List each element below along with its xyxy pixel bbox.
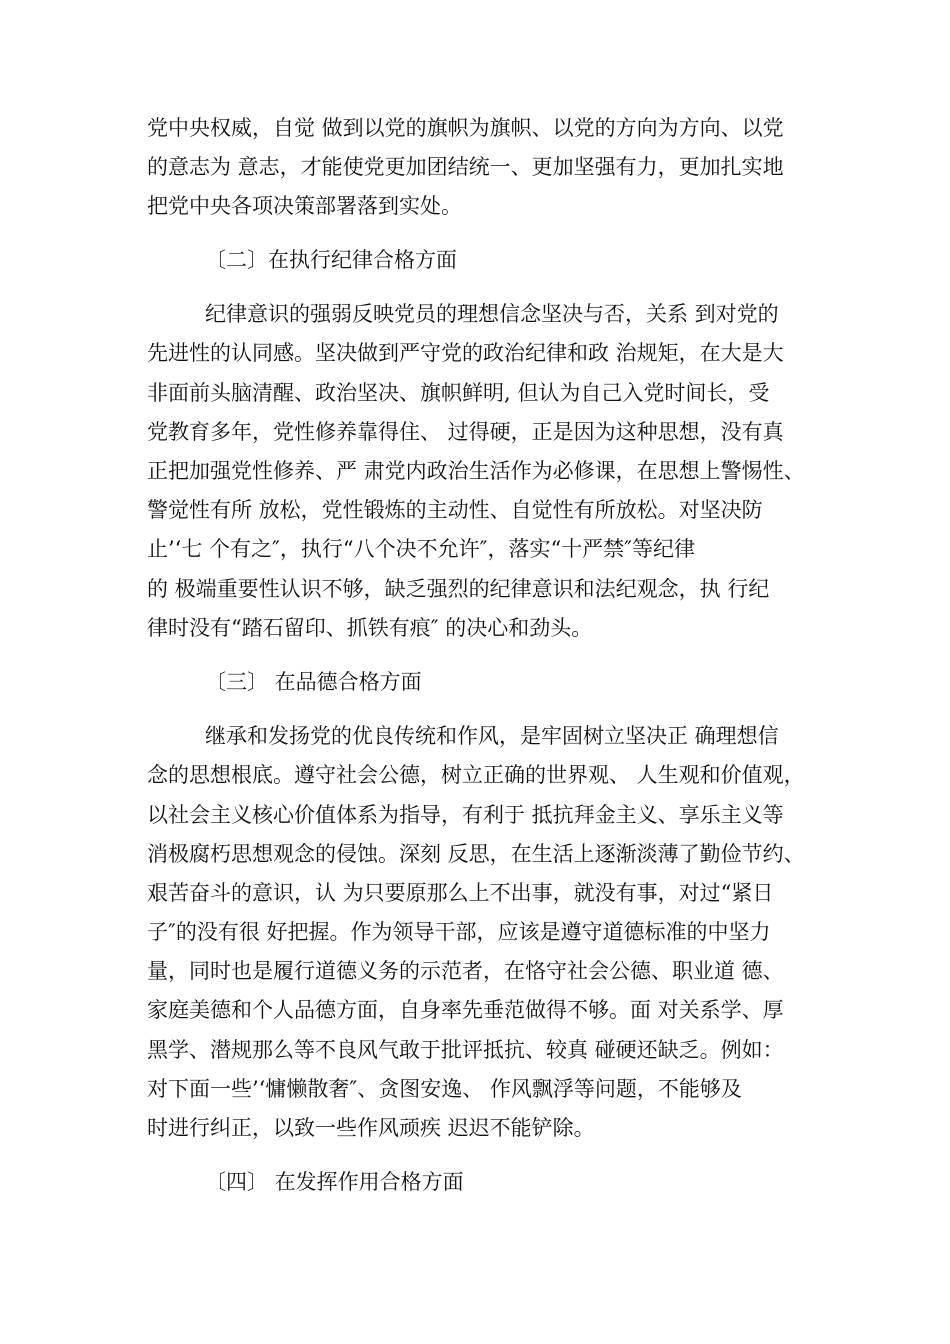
text-line: 先进性的认同感。坚决做到严守党的政治纪律和政 治规矩，在大是大 <box>147 341 784 366</box>
text-line: 警觉性有所 放松，党性锻炼的主动性、自觉性有所放松。对坚决防 <box>147 498 763 523</box>
text-line: 以社会主义核心价值体系为指导，有利于 抵抗拜金主义、享乐主义等 <box>147 802 784 827</box>
text-line: 艰苦奋斗的意识，认 为只要原那么上不出事，就没有事，对过“紧日 <box>147 880 774 905</box>
text-line: 止’‘七 个有之″，执行“八个决不允许″，落实“十严禁″等纪律 <box>147 537 696 562</box>
text-line: 念的思想根底。遵守社会公德，树立正确的世界观、 人生观和价值观， <box>147 763 805 788</box>
section-heading: 〔三〕 在品德合格方面 <box>205 669 422 694</box>
text-line: 纪律意识的强弱反映党员的理想信念坚决与否，关系 到对党的 <box>205 302 779 327</box>
paragraph-morality <box>147 717 847 1148</box>
paragraph-discipline <box>147 295 847 648</box>
text-line: 子″的没有很 好把握。作为领导干部，应该是遵守道德标准的中坚力 <box>147 920 771 945</box>
text-line: 律时没有“踏石留印、抓铁有痕″ 的决心和劲头。 <box>147 615 593 640</box>
text-line: 对下面一些’‘慵懒散奢″、贪图安逸、 作风飘浮等问题，不能够及 <box>147 1076 742 1101</box>
continuation-paragraph <box>147 109 847 227</box>
section-heading: 〔二〕在执行纪律合格方面 <box>205 248 457 273</box>
text-line: 正把加强党性修养、严 肃党内政治生活作为必修课，在思想上警惕性、 <box>147 459 805 483</box>
section-heading: 〔四〕 在发挥作用合格方面 <box>205 1170 464 1195</box>
text-line: 党教育多年，党性修养靠得住、 过得硬，正是因为这种思想，没有真 <box>147 419 784 444</box>
text-line: 党中央权威，自觉 做到以党的旗帜为旗帜、以党的方向为方向、以党 <box>147 115 784 140</box>
text-line: 非面前头脑清醒、政治坚决、旗帜鲜明, 但认为自己入党时间长，受 <box>147 380 770 405</box>
text-line: 继承和发扬党的优良传统和作风，是牢固树立坚决正 确理想信 <box>205 724 779 749</box>
text-line: 家庭美德和个人品德方面，自身率先垂范做得不够。面 对关系学、厚 <box>147 998 784 1023</box>
text-line: 消极腐朽思想观念的侵蚀。深刻 反思，在生活上逐渐淡薄了勤俭节约、 <box>147 841 805 866</box>
text-line: 黑学、潜规那么等不良风气敢于批评抵抗、较真 碰硬还缺乏。例如： <box>147 1037 784 1062</box>
document-page <box>147 109 847 1203</box>
text-line: 的 极端重要性认识不够，缺乏强烈的纪律意识和法纪观念，执 行纪 <box>147 576 770 601</box>
text-line: 的意志为 意志，才能使党更加团结统一、更加坚强有力，更加扎实地 <box>147 154 784 179</box>
text-line: 把党中央各项决策部署落到实处。 <box>147 193 462 218</box>
text-line: 量，同时也是履行道德义务的示范者，在恪守社会公德、职业道 德、 <box>147 959 784 984</box>
text-line: 时进行纠正，以致一些作风顽疾 迟迟不能铲除。 <box>147 1116 595 1140</box>
